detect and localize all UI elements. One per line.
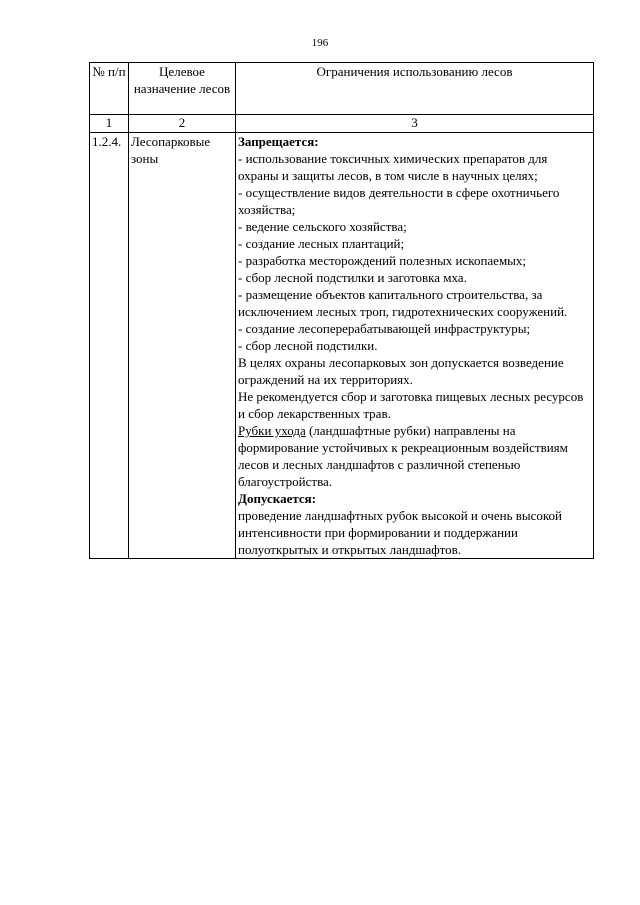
allowed-text: проведение ландшафтных рубок высокой и очень высокой интенсивности при формировании и поддержании полуоткрытых и открытых ландшафтов. [238,508,563,557]
prohibited-item: - размещение объектов капитального строительства, за исключением лесных троп, гидротехнических сооружений. [238,287,568,319]
prohibited-item: - сбор лесной подстилки. [238,338,378,353]
fencing-note: В целях охраны лесопарковых зон допускается возведение ограждений на их территориях. [238,355,564,387]
not-recommended-note: Не рекомендуется сбор и заготовка пищевых лесных ресурсов и сбор лекарственных трав. [238,389,584,421]
prohibited-heading: Запрещается: [238,134,319,149]
table-header-row [90,63,594,115]
care-cuttings-paragraph [238,422,591,490]
prohibited-item: - ведение сельского хозяйства; [238,219,407,234]
column-number-row [90,115,594,133]
forest-restrictions-table [89,62,594,559]
care-cuttings-text: (ландшафтные рубки) направлены на формирование устойчивых к рекреационным воздействиям лесов и лесных ландшафтов с различной степенью благоустройства. [238,423,568,489]
allowed-heading: Допускается: [238,491,317,506]
care-cuttings-term: Рубки ухода [238,423,306,438]
prohibited-item: - создание лесных плантаций; [238,236,405,251]
column-number-3: 3 [236,115,594,133]
prohibited-item: - разработка месторождений полезных ископаемых; [238,253,527,268]
prohibited-item: - осуществление видов деятельности в сфере охотничьего хозяйства; [238,185,560,217]
row-code: 1.2.4. [90,133,129,559]
column-number-2: 2 [129,115,236,133]
header-restrictions: Ограничения использованию лесов [236,63,594,115]
table-row [90,133,594,559]
row-restrictions [236,133,594,559]
column-number-1: 1 [90,115,129,133]
row-zone: Лесопарковые зоны [129,133,236,559]
header-number: № п/п [90,63,129,115]
header-purpose: Целевое назначение лесов [129,63,236,115]
prohibited-item: - использование токсичных химических препаратов для охраны и защиты лесов, в том числе в научных целях; [238,151,548,183]
page-number: 196 [311,37,329,49]
prohibited-item: - создание лесоперерабатывающей инфраструктуры; [238,321,531,336]
prohibited-item: - сбор лесной подстилки и заготовка мха. [238,270,467,285]
